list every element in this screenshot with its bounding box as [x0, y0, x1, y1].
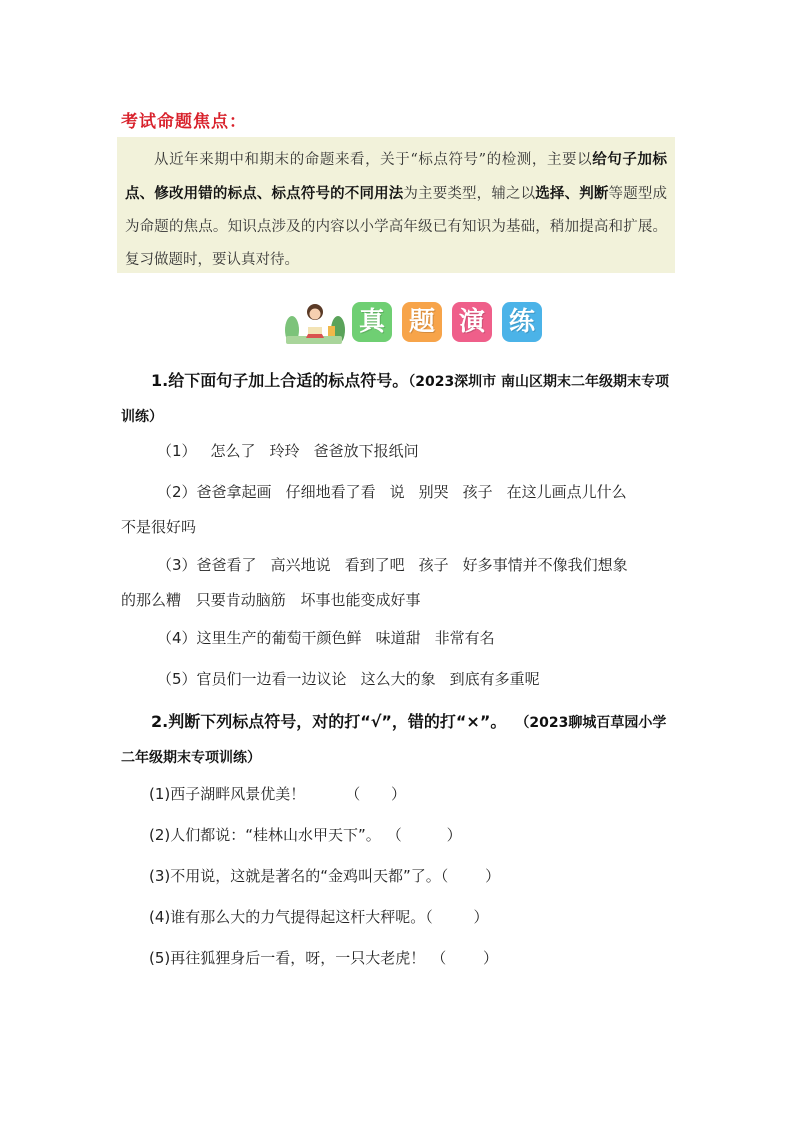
q2-heading: [121, 705, 681, 775]
phrase: 这么大的象: [360, 670, 436, 688]
q1-item-3: [121, 548, 717, 582]
q1-title: 1.给下面句子加上合适的标点符号。: [151, 371, 409, 390]
statement: (5)再往狐狸身后一看，呀，一只大老虎！: [149, 949, 426, 967]
phrase: 到底有多重呢: [449, 670, 540, 688]
q1-source: （2023深圳市 南山区期末二年级期末专项训练）: [121, 374, 670, 425]
phrase: 怎么了: [210, 442, 256, 460]
phrase: 别哭: [418, 483, 449, 501]
phrase: 爸爸看了: [196, 556, 257, 574]
phrase: 非常有名: [434, 629, 495, 647]
q1-item-5: [121, 662, 717, 696]
q1-item-4: [121, 621, 717, 655]
phrase: 高兴地说: [270, 556, 331, 574]
q1-item-1: [121, 434, 717, 468]
practice-banner: [282, 300, 544, 346]
item-label: （4）: [157, 629, 197, 647]
focus-bold-2: 选择、判断: [535, 185, 609, 202]
q1-item-2: [121, 475, 717, 509]
banner-char-yan: 演: [452, 302, 492, 342]
phrase: 孩子: [418, 556, 449, 574]
girl-reading-illustration-icon: [282, 300, 348, 346]
item-label: （5）: [157, 670, 197, 688]
q2-item-3: [121, 859, 709, 893]
q2-item-2: [121, 818, 709, 852]
q2-item-1: [121, 777, 709, 811]
answer-blank[interactable]: （ ）: [440, 867, 501, 885]
answer-blank[interactable]: （ ）: [345, 785, 407, 803]
q1-item-3-cont: 的那么糟 只要肯动脑筋 坏事也能变成好事: [121, 591, 421, 609]
phrase: 官员们一边看一边议论: [196, 670, 347, 688]
phrase: 仔细地看了看: [285, 483, 376, 501]
q2-item-4: [121, 900, 709, 934]
item-label: （1）: [157, 442, 197, 460]
answer-blank[interactable]: （ ）: [386, 826, 462, 844]
statement: (4)谁有那么大的力气提得起这杆大秤呢。: [149, 908, 426, 926]
focus-text-3: 等题型成为命题的焦点。知识点涉及的内容以小学高年级已有知识为基础，稍加提高和扩展。复习做题时，要认真对待。: [125, 186, 668, 268]
q2-source: （2023聊城百草园小学 二年级期末专项训练）: [121, 715, 667, 766]
item-label: （3）: [157, 556, 197, 574]
phrase: 爸爸放下报纸问: [313, 442, 419, 460]
banner-char-ti: 题: [402, 302, 442, 342]
banner-char-lian: 练: [502, 302, 542, 342]
q1-heading: [121, 364, 681, 434]
q1-item-2-cont: 不是很好吗: [121, 518, 197, 536]
phrase: 这里生产的葡萄干颜色鲜: [196, 629, 362, 647]
statement: (1)西子湖畔风景优美！: [149, 785, 306, 803]
statement: (3)不用说，这就是著名的“金鸡叫天都”了。: [149, 867, 441, 885]
focus-text-1: 从近年来期中和期末的命题来看，关于“标点符号”的检测，主要以: [154, 152, 593, 168]
phrase: 爸爸拿起画: [196, 483, 272, 501]
q2-title: 2.判断下列标点符号，对的打“√”，错的打“×”。: [151, 712, 507, 731]
focus-title: 考试命题焦点：: [121, 112, 247, 132]
focus-box: [117, 137, 675, 273]
phrase: 味道甜: [375, 629, 421, 647]
focus-paragraph: [125, 143, 667, 277]
phrase: 看到了吧: [344, 556, 405, 574]
answer-blank[interactable]: （ ）: [425, 908, 489, 926]
banner-char-zhen: 真: [352, 302, 392, 342]
focus-bold-1: 给句子加标点、修改用错的标点、标点符号的不同用法: [125, 151, 668, 202]
item-label: （2）: [157, 483, 197, 501]
phrase: 玲玲: [269, 442, 300, 460]
phrase: 说: [389, 483, 405, 501]
q2-item-5: [121, 941, 709, 975]
answer-blank[interactable]: （ ）: [431, 949, 499, 967]
phrase: 在这儿画点儿什么: [506, 483, 627, 501]
phrase: 孩子: [462, 483, 493, 501]
phrase: 好多事情并不像我们想象: [462, 556, 628, 574]
focus-text-2: 为主要类型，辅之以: [403, 186, 536, 202]
statement: (2)人们都说：“桂林山水甲天下”。: [149, 826, 381, 844]
